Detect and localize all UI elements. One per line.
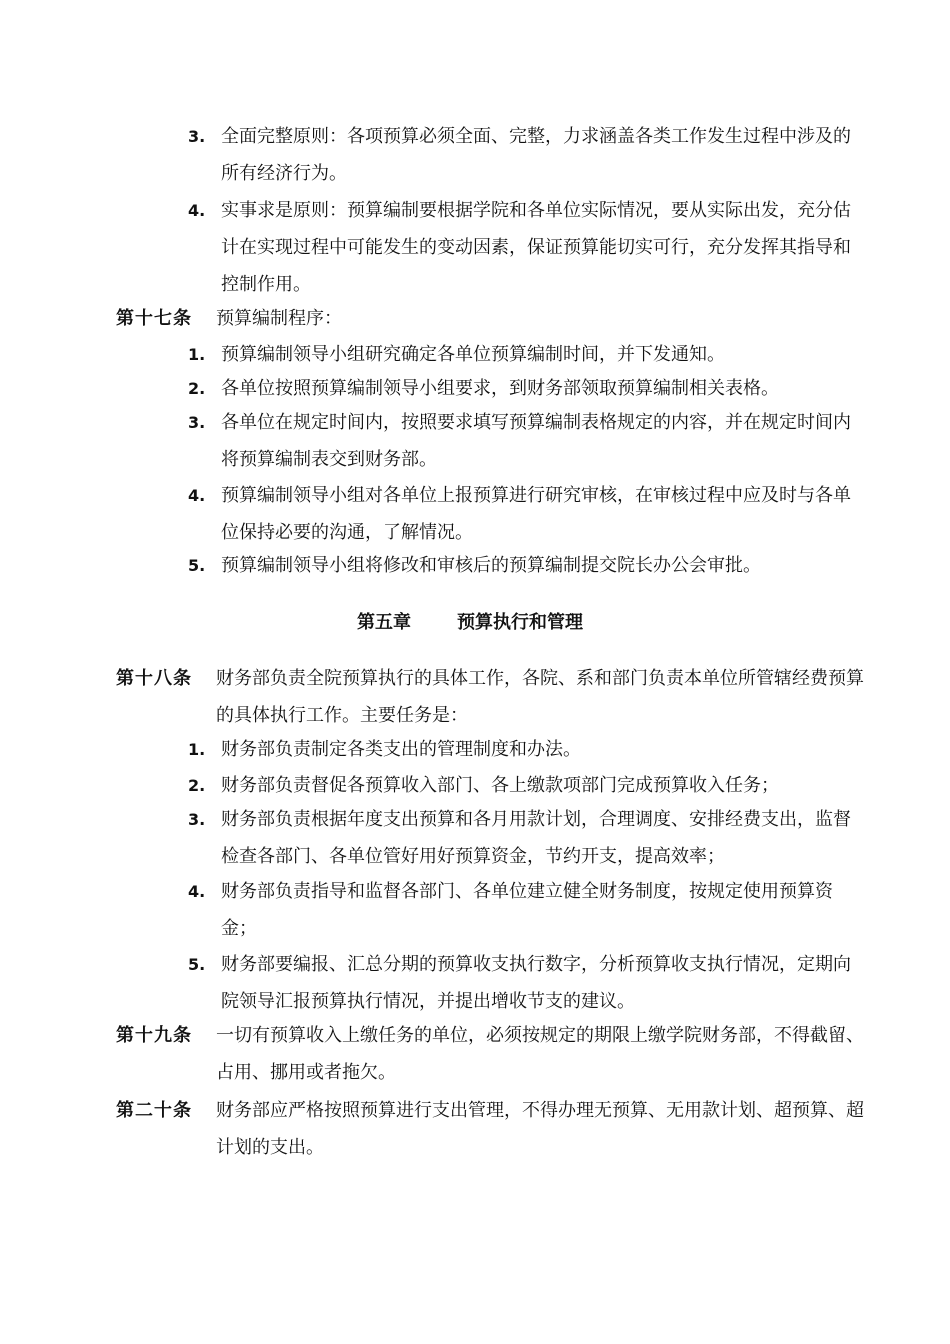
item-number: 4.	[188, 882, 206, 901]
article-label: 第二十条	[116, 1100, 192, 1121]
article-text: 一切有预算收入上缴任务的单位，必须按规定的期限上缴学院财务部，不得截留、占用、挪用或者拖欠。	[216, 1025, 864, 1083]
article-19	[116, 1017, 868, 1091]
article-17	[116, 300, 868, 337]
item-text: 财务部负责指导和监督各部门、各单位建立健全财务制度，按规定使用预算资金；	[221, 881, 833, 939]
item-text: 预算编制领导小组将修改和审核后的预算编制提交院长办公会审批。	[221, 555, 761, 576]
item-number: 2.	[188, 776, 206, 795]
item-text: 实事求是原则：预算编制要根据学院和各单位实际情况，要从实际出发，充分估计在实现过程中可能发生的变动因素，保证预算能切实可行，充分发挥其指导和控制作用。	[221, 200, 851, 295]
list-item	[188, 477, 868, 551]
item-text: 各单位在规定时间内，按照要求填写预算编制表格规定的内容，并在规定时间内将预算编制表交到财务部。	[221, 412, 851, 470]
chapter-number: 第五章	[357, 612, 411, 633]
item-text: 财务部负责制定各类支出的管理制度和办法。	[221, 739, 581, 760]
article-label: 第十七条	[116, 308, 192, 329]
list-item	[188, 192, 868, 303]
item-text: 财务部负责督促各预算收入部门、各上缴款项部门完成预算收入任务；	[221, 775, 779, 796]
list-item	[188, 547, 868, 584]
article-text: 财务部应严格按照预算进行支出管理，不得办理无预算、无用款计划、超预算、超计划的支出。	[216, 1100, 864, 1158]
article-20	[116, 1092, 868, 1166]
item-number: 3.	[188, 413, 206, 432]
item-number: 5.	[188, 556, 206, 575]
item-number: 5.	[188, 955, 206, 974]
list-item	[188, 873, 868, 947]
item-number: 3.	[188, 127, 206, 146]
item-number: 4.	[188, 201, 206, 220]
item-number: 4.	[188, 486, 206, 505]
chapter-heading	[357, 604, 583, 641]
list-item	[188, 336, 868, 373]
article-text: 预算编制程序：	[216, 308, 342, 329]
list-item	[188, 118, 868, 192]
article-label: 第十八条	[116, 668, 192, 689]
item-text: 预算编制领导小组对各单位上报预算进行研究审核，在审核过程中应及时与各单位保持必要的沟通，了解情况。	[221, 485, 851, 543]
item-number: 1.	[188, 345, 206, 364]
list-item	[188, 370, 868, 407]
article-text: 财务部负责全院预算执行的具体工作，各院、系和部门负责本单位所管辖经费预算的具体执行工作。主要任务是：	[216, 668, 864, 726]
list-item	[188, 731, 868, 768]
list-item	[188, 404, 868, 478]
list-item	[188, 946, 868, 1020]
list-item	[188, 801, 868, 875]
item-text: 各单位按照预算编制领导小组要求，到财务部领取预算编制相关表格。	[221, 378, 779, 399]
article-18	[116, 660, 868, 734]
item-text: 财务部要编报、汇总分期的预算收支执行数字，分析预算收支执行情况，定期向院领导汇报预算执行情况，并提出增收节支的建议。	[221, 954, 851, 1012]
item-text: 财务部负责根据年度支出预算和各月用款计划，合理调度、安排经费支出，监督检查各部门、各单位管好用好预算资金，节约开支，提高效率；	[221, 809, 851, 867]
item-text: 全面完整原则：各项预算必须全面、完整，力求涵盖各类工作发生过程中涉及的所有经济行为。	[221, 126, 851, 184]
list-item	[188, 767, 868, 804]
chapter-title: 预算执行和管理	[457, 612, 583, 633]
item-text: 预算编制领导小组研究确定各单位预算编制时间，并下发通知。	[221, 344, 725, 365]
item-number: 1.	[188, 740, 206, 759]
article-label: 第十九条	[116, 1025, 192, 1046]
item-number: 3.	[188, 810, 206, 829]
item-number: 2.	[188, 379, 206, 398]
